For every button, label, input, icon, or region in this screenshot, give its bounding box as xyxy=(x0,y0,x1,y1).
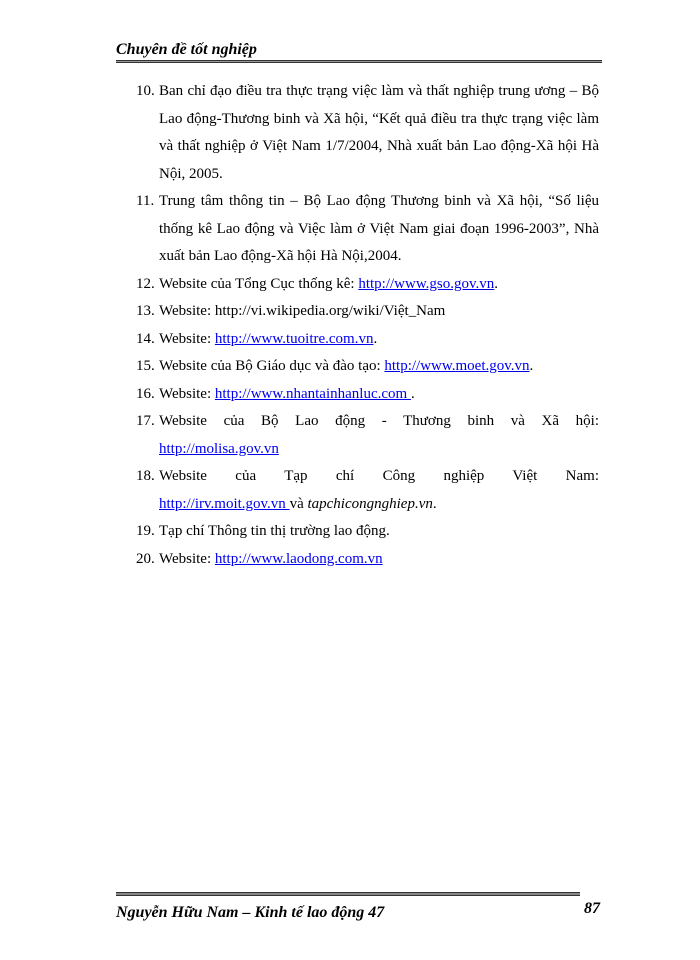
tuoitre-link[interactable]: http://www.tuoitre.com.vn xyxy=(214,330,374,347)
reference-number: 17. xyxy=(136,413,155,429)
reference-text xyxy=(159,381,599,409)
reference-prefix: Website của Bộ Giáo dục và đào tạo: xyxy=(159,358,385,374)
reference-number: 18. xyxy=(136,468,155,484)
reference-prefix: Website: xyxy=(159,330,215,347)
page-number: 87 xyxy=(584,900,600,917)
moit-link[interactable]: http://irv.moit.gov.vn xyxy=(159,495,290,512)
reference-text xyxy=(159,326,599,354)
reference-item xyxy=(136,518,599,546)
reference-text: Tạp chí Thông tin thị trường lao động. xyxy=(159,523,390,539)
reference-item xyxy=(136,463,599,518)
reference-number: 13. xyxy=(136,303,155,319)
reference-suffix: . xyxy=(494,275,499,292)
reference-middle: và xyxy=(289,495,308,512)
footer-divider xyxy=(116,892,580,896)
reference-prefix: Website: xyxy=(159,385,215,402)
reference-text xyxy=(159,463,599,518)
reference-number: 11. xyxy=(136,193,155,209)
reference-item xyxy=(136,381,599,409)
reference-text xyxy=(159,271,599,299)
reference-item xyxy=(136,353,599,381)
reference-item xyxy=(136,188,599,271)
reference-text xyxy=(159,546,599,574)
reference-suffix: . xyxy=(529,358,534,374)
reference-number: 10. xyxy=(136,83,155,99)
reference-prefix: Website của Tạp chí Công nghiệp Việt Nam: xyxy=(159,468,599,484)
page-header xyxy=(116,40,602,60)
reference-item xyxy=(136,298,599,326)
reference-item xyxy=(136,271,599,299)
reference-number: 19. xyxy=(136,523,155,539)
reference-suffix: . xyxy=(373,330,378,347)
reference-italic: tapchicongnghiep.vn xyxy=(307,495,433,512)
moet-link[interactable]: http://www.moet.gov.vn xyxy=(384,358,530,374)
gso-link[interactable]: http://www.gso.gov.vn xyxy=(358,275,495,292)
reference-number: 14. xyxy=(136,330,155,347)
reference-item xyxy=(136,546,599,574)
reference-item xyxy=(136,326,599,354)
reference-text xyxy=(159,408,599,463)
reference-text xyxy=(159,353,599,381)
reference-text: Website: http://vi.wikipedia.org/wiki/Việt_Nam xyxy=(159,303,446,319)
reference-number: 15. xyxy=(136,358,155,374)
document-title: Chuyên đề tốt nghiệp xyxy=(116,41,257,58)
reference-prefix: Website của Tổng Cục thống kê: xyxy=(159,275,359,292)
reference-item xyxy=(136,408,599,463)
reference-number: 16. xyxy=(136,385,155,402)
reference-text: Ban chỉ đạo điều tra thực trạng việc làm và thất nghiệp trung ương – Bộ Lao động-Thương binh và Xã hội, “Kết quả điều tra thực trạng việc làm và thất nghiệp ở Việt Nam 1/7/2004, Nhà xuất bản Lao động-Xã hội Hà Nội, 2005. xyxy=(159,83,599,182)
footer-author: Nguyễn Hữu Nam – Kinh tế lao động 47 xyxy=(116,904,385,921)
header-divider xyxy=(116,60,602,63)
reference-list xyxy=(136,78,599,573)
reference-number: 20. xyxy=(136,550,155,567)
reference-prefix: Website: xyxy=(159,550,215,567)
molisa-link[interactable]: http://molisa.gov.vn xyxy=(159,440,279,457)
reference-number: 12. xyxy=(136,275,155,292)
reference-item xyxy=(136,78,599,188)
reference-prefix: Website của Bộ Lao động - Thương binh và Xã hội: xyxy=(159,413,599,429)
reference-suffix: . xyxy=(410,385,415,402)
reference-suffix: . xyxy=(432,495,437,512)
nhantainhanluc-link[interactable]: http://www.nhantainhanluc.com xyxy=(214,385,411,402)
laodong-link[interactable]: http://www.laodong.com.vn xyxy=(214,550,383,567)
reference-text: Trung tâm thông tin – Bộ Lao động Thương binh và Xã hội, “Số liệu thống kê Lao động và Việc làm ở Việt Nam giai đoạn 1996-2003”, Nhà xuất bản Lao động-Xã hội Hà Nội,2004. xyxy=(159,193,599,264)
